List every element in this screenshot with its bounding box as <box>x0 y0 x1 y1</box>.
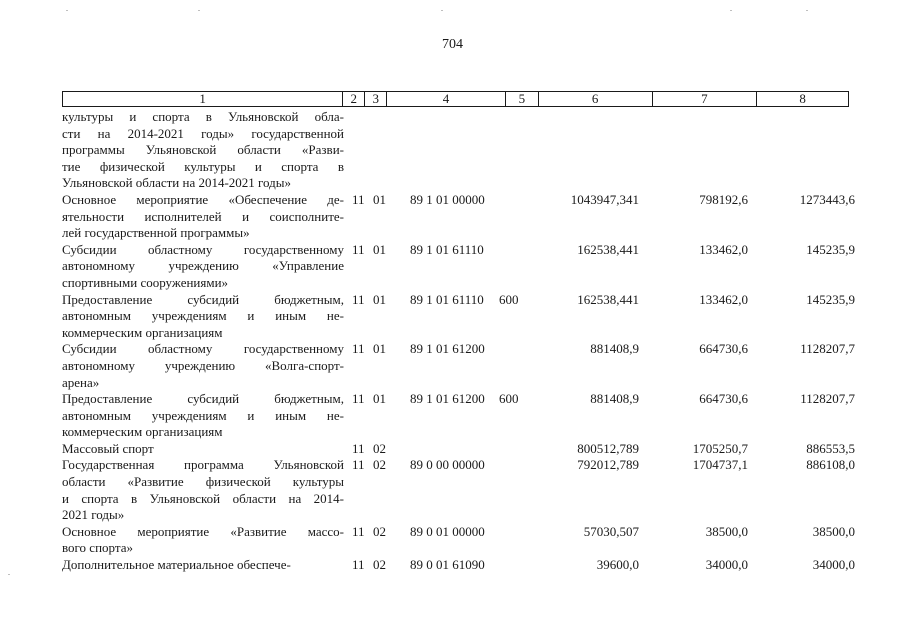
table-header <box>62 91 849 107</box>
target-article: 89 1 01 61110 <box>410 291 484 307</box>
expense-type <box>499 524 534 557</box>
page-number: 704 <box>442 37 463 52</box>
table-row <box>62 391 862 441</box>
expense-type: 600 <box>499 391 519 407</box>
description-line: автономным учреждениям и иным не- <box>62 308 344 324</box>
amount-col-8: 145235,9 <box>806 291 855 307</box>
row-description <box>62 192 344 242</box>
target-article: 89 0 00 00000 <box>410 457 485 473</box>
header-col-7: 7 <box>653 92 758 106</box>
subsection-code: 01 <box>373 391 386 407</box>
table-row <box>62 457 862 523</box>
amount-col-6: 881408,9 <box>590 341 639 357</box>
section-code <box>344 109 373 192</box>
description-line: Субсидии областному государственному <box>62 341 344 357</box>
table-row <box>62 557 862 574</box>
description-line: спортивными сооружениями» <box>62 274 229 290</box>
description-line: Основное мероприятие «Обеспечение де- <box>62 191 344 207</box>
subsection-code: 01 <box>373 241 386 257</box>
subsection-code: 01 <box>373 341 386 357</box>
description-line: Субсидии областному государственному <box>62 241 344 257</box>
header-col-5: 5 <box>506 92 539 106</box>
target-article: 89 1 01 61110 <box>410 241 484 257</box>
description-line: культуры и спорта в Ульяновской обла- <box>62 109 344 124</box>
scan-speck <box>8 574 10 575</box>
amount-col-6: 39600,0 <box>596 557 639 573</box>
expense-type <box>499 457 534 523</box>
amount-col-6: 1043947,341 <box>570 191 639 207</box>
scan-speck <box>730 10 732 11</box>
description-line: коммерческим организациям <box>62 324 223 340</box>
amount-col-8: 1273443,6 <box>799 191 855 207</box>
description-line: Ульяновской области на 2014-2021 годы» <box>62 175 292 191</box>
row-description <box>62 391 344 441</box>
amount-col-6: 881408,9 <box>590 391 639 407</box>
description-line: и спорта в Ульяновской области на 2014- <box>62 490 344 506</box>
amount-col-8: 886553,5 <box>806 440 855 456</box>
header-col-4: 4 <box>387 92 506 106</box>
amount-col-7: 664730,6 <box>699 391 748 407</box>
description-line: Основное мероприятие «Развитие массо- <box>62 523 344 539</box>
amount-col-7 <box>639 109 748 192</box>
amount-col-7: 1705250,7 <box>692 440 748 456</box>
description-line: арена» <box>62 374 100 390</box>
target-article: 89 1 01 61200 <box>410 341 485 357</box>
row-description <box>62 341 344 391</box>
description-line: лей государственной программы» <box>62 225 250 241</box>
section-code: 11 <box>352 341 365 357</box>
row-description <box>62 524 344 557</box>
table-row <box>62 292 862 342</box>
expense-type <box>499 557 534 574</box>
amount-col-8: 145235,9 <box>806 241 855 257</box>
scan-speck <box>66 10 68 11</box>
expense-type <box>499 441 534 458</box>
expense-type <box>499 109 534 192</box>
table-row <box>62 242 862 292</box>
section-code: 11 <box>352 557 365 573</box>
row-description <box>62 242 344 292</box>
description-line: Предоставление субсидий бюджетным, <box>62 291 344 307</box>
section-code: 11 <box>352 523 365 539</box>
row-description <box>62 441 344 458</box>
amount-col-6: 792012,789 <box>577 457 639 473</box>
target-article <box>396 441 499 458</box>
header-col-3: 3 <box>365 92 387 106</box>
description-line: вого спорта» <box>62 540 133 556</box>
row-description <box>62 557 344 574</box>
header-col-1: 1 <box>63 92 343 106</box>
expense-type: 600 <box>499 291 519 307</box>
expense-type <box>499 242 534 292</box>
amount-col-6: 800512,789 <box>577 440 639 456</box>
subsection-code: 01 <box>373 191 386 207</box>
description-line: сти на 2014-2021 годы» государственной <box>62 125 344 141</box>
scan-speck <box>806 10 808 11</box>
section-code: 11 <box>352 457 365 473</box>
scan-speck <box>198 10 200 11</box>
section-code: 11 <box>352 191 365 207</box>
amount-col-6: 162538,441 <box>577 241 639 257</box>
subsection-code <box>373 109 396 192</box>
description-line: Массовый спорт <box>62 440 154 456</box>
header-col-2: 2 <box>343 92 365 106</box>
section-code: 11 <box>352 440 365 456</box>
row-description <box>62 457 344 523</box>
description-line: тие физической культуры и спорта в <box>62 158 344 174</box>
target-article <box>396 109 499 192</box>
target-article: 89 1 01 00000 <box>410 191 485 207</box>
target-article: 89 1 01 61200 <box>410 391 485 407</box>
subsection-code: 02 <box>373 457 386 473</box>
table-row <box>62 109 862 192</box>
amount-col-8: 1128207,7 <box>800 391 855 407</box>
row-description <box>62 292 344 342</box>
amount-col-7: 34000,0 <box>705 557 748 573</box>
amount-col-7: 798192,6 <box>699 191 748 207</box>
amount-col-6: 57030,507 <box>583 523 639 539</box>
subsection-code: 02 <box>373 557 386 573</box>
table-row <box>62 192 862 242</box>
amount-col-8: 34000,0 <box>812 557 855 573</box>
description-line: Дополнительное материальное обеспече- <box>62 557 291 573</box>
header-col-8: 8 <box>799 91 806 106</box>
section-code: 11 <box>352 291 365 307</box>
target-article: 89 0 01 61090 <box>410 557 485 573</box>
amount-col-6 <box>534 109 639 192</box>
section-code: 11 <box>352 391 365 407</box>
amount-col-7: 1704737,1 <box>692 457 748 473</box>
amount-col-8: 886108,0 <box>806 457 855 473</box>
description-line: коммерческим организациям <box>62 424 223 440</box>
subsection-code: 01 <box>373 291 386 307</box>
description-line: автономному учреждению «Управление <box>62 258 344 274</box>
target-article: 89 0 01 00000 <box>410 523 485 539</box>
description-line: области «Развитие физической культуры <box>62 474 344 490</box>
description-line: Предоставление субсидий бюджетным, <box>62 391 344 407</box>
description-line: автономным учреждениям и иным не- <box>62 407 344 423</box>
amount-col-7: 133462,0 <box>699 241 748 257</box>
description-line: ятельности исполнителей и соисполните- <box>62 208 344 224</box>
expense-type <box>499 341 534 391</box>
table-row <box>62 341 862 391</box>
amount-col-8 <box>748 109 855 192</box>
description-line: автономному учреждению «Волга-спорт- <box>62 357 344 373</box>
table-row <box>62 524 862 557</box>
description-line: 2021 годы» <box>62 507 125 523</box>
table-row <box>62 441 862 458</box>
amount-col-7: 664730,6 <box>699 341 748 357</box>
amount-col-8: 38500,0 <box>812 523 855 539</box>
amount-col-8: 1128207,7 <box>800 341 855 357</box>
section-code: 11 <box>352 241 365 257</box>
scan-speck <box>441 10 443 11</box>
table-body <box>62 109 862 574</box>
expense-type <box>499 192 534 242</box>
description-line: программы Ульяновской области «Разви- <box>62 142 344 158</box>
subsection-code: 02 <box>373 440 386 456</box>
amount-col-7: 38500,0 <box>705 523 748 539</box>
subsection-code: 02 <box>373 523 386 539</box>
header-col-6: 6 <box>539 92 653 106</box>
description-line: Государственная программа Ульяновской <box>62 457 344 473</box>
amount-col-6: 162538,441 <box>577 291 639 307</box>
row-description <box>62 109 344 192</box>
amount-col-7: 133462,0 <box>699 291 748 307</box>
